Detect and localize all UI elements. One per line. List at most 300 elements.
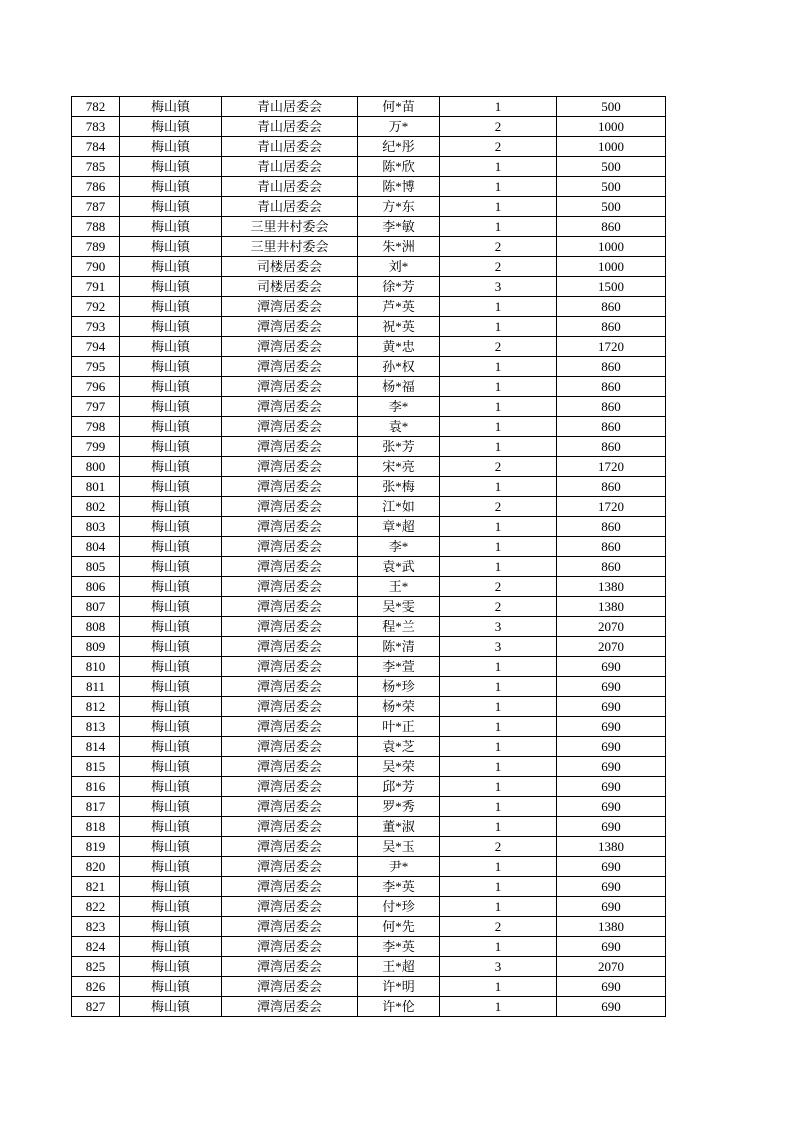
town-cell: 梅山镇 <box>120 737 222 757</box>
row-number-cell: 786 <box>72 177 120 197</box>
table-row <box>72 557 666 577</box>
row-number-cell: 814 <box>72 737 120 757</box>
amount-cell: 860 <box>557 517 666 537</box>
name-cell: 许*明 <box>358 977 440 997</box>
name-cell: 陈*清 <box>358 637 440 657</box>
table-row <box>72 117 666 137</box>
committee-cell: 潭湾居委会 <box>222 517 358 537</box>
name-cell: 尹* <box>358 857 440 877</box>
count-cell: 1 <box>440 397 557 417</box>
name-cell: 叶*正 <box>358 717 440 737</box>
data-table <box>71 96 666 1017</box>
count-cell: 2 <box>440 837 557 857</box>
name-cell: 陈*博 <box>358 177 440 197</box>
table-row <box>72 697 666 717</box>
committee-cell: 潭湾居委会 <box>222 657 358 677</box>
name-cell: 芦*英 <box>358 297 440 317</box>
committee-cell: 青山居委会 <box>222 157 358 177</box>
row-number-cell: 789 <box>72 237 120 257</box>
name-cell: 杨*福 <box>358 377 440 397</box>
table-row <box>72 297 666 317</box>
row-number-cell: 820 <box>72 857 120 877</box>
amount-cell: 860 <box>557 297 666 317</box>
town-cell: 梅山镇 <box>120 457 222 477</box>
table-row <box>72 317 666 337</box>
name-cell: 袁*武 <box>358 557 440 577</box>
table-row <box>72 277 666 297</box>
committee-cell: 潭湾居委会 <box>222 597 358 617</box>
row-number-cell: 801 <box>72 477 120 497</box>
town-cell: 梅山镇 <box>120 617 222 637</box>
row-number-cell: 811 <box>72 677 120 697</box>
count-cell: 3 <box>440 277 557 297</box>
name-cell: 王* <box>358 577 440 597</box>
committee-cell: 潭湾居委会 <box>222 377 358 397</box>
row-number-cell: 815 <box>72 757 120 777</box>
row-number-cell: 794 <box>72 337 120 357</box>
name-cell: 董*淑 <box>358 817 440 837</box>
amount-cell: 1380 <box>557 917 666 937</box>
committee-cell: 青山居委会 <box>222 137 358 157</box>
name-cell: 张*梅 <box>358 477 440 497</box>
amount-cell: 1000 <box>557 117 666 137</box>
amount-cell: 690 <box>557 997 666 1017</box>
town-cell: 梅山镇 <box>120 357 222 377</box>
amount-cell: 500 <box>557 197 666 217</box>
town-cell: 梅山镇 <box>120 117 222 137</box>
count-cell: 1 <box>440 777 557 797</box>
count-cell: 1 <box>440 417 557 437</box>
town-cell: 梅山镇 <box>120 217 222 237</box>
committee-cell: 潭湾居委会 <box>222 777 358 797</box>
committee-cell: 潭湾居委会 <box>222 537 358 557</box>
name-cell: 王*超 <box>358 957 440 977</box>
table-row <box>72 757 666 777</box>
count-cell: 2 <box>440 237 557 257</box>
town-cell: 梅山镇 <box>120 417 222 437</box>
name-cell: 杨*荣 <box>358 697 440 717</box>
count-cell: 1 <box>440 817 557 837</box>
table-row <box>72 637 666 657</box>
table-body <box>72 97 666 1017</box>
row-number-cell: 785 <box>72 157 120 177</box>
town-cell: 梅山镇 <box>120 997 222 1017</box>
committee-cell: 潭湾居委会 <box>222 717 358 737</box>
table-row <box>72 997 666 1017</box>
table-row <box>72 737 666 757</box>
table-row <box>72 777 666 797</box>
amount-cell: 690 <box>557 817 666 837</box>
town-cell: 梅山镇 <box>120 957 222 977</box>
row-number-cell: 819 <box>72 837 120 857</box>
name-cell: 万* <box>358 117 440 137</box>
table-row <box>72 237 666 257</box>
committee-cell: 青山居委会 <box>222 97 358 117</box>
amount-cell: 860 <box>557 377 666 397</box>
town-cell: 梅山镇 <box>120 757 222 777</box>
committee-cell: 潭湾居委会 <box>222 917 358 937</box>
committee-cell: 青山居委会 <box>222 177 358 197</box>
table-row <box>72 937 666 957</box>
town-cell: 梅山镇 <box>120 717 222 737</box>
name-cell: 宋*亮 <box>358 457 440 477</box>
committee-cell: 潭湾居委会 <box>222 477 358 497</box>
amount-cell: 690 <box>557 737 666 757</box>
row-number-cell: 783 <box>72 117 120 137</box>
town-cell: 梅山镇 <box>120 837 222 857</box>
committee-cell: 潭湾居委会 <box>222 897 358 917</box>
table-row <box>72 677 666 697</box>
row-number-cell: 812 <box>72 697 120 717</box>
row-number-cell: 802 <box>72 497 120 517</box>
town-cell: 梅山镇 <box>120 657 222 677</box>
town-cell: 梅山镇 <box>120 437 222 457</box>
name-cell: 朱*洲 <box>358 237 440 257</box>
table-row <box>72 797 666 817</box>
town-cell: 梅山镇 <box>120 97 222 117</box>
name-cell: 袁*芝 <box>358 737 440 757</box>
committee-cell: 潭湾居委会 <box>222 957 358 977</box>
town-cell: 梅山镇 <box>120 857 222 877</box>
count-cell: 1 <box>440 857 557 877</box>
town-cell: 梅山镇 <box>120 317 222 337</box>
committee-cell: 潭湾居委会 <box>222 297 358 317</box>
name-cell: 黄*忠 <box>358 337 440 357</box>
town-cell: 梅山镇 <box>120 937 222 957</box>
town-cell: 梅山镇 <box>120 517 222 537</box>
table-row <box>72 837 666 857</box>
committee-cell: 潭湾居委会 <box>222 837 358 857</box>
name-cell: 许*伦 <box>358 997 440 1017</box>
count-cell: 1 <box>440 437 557 457</box>
amount-cell: 860 <box>557 397 666 417</box>
committee-cell: 潭湾居委会 <box>222 737 358 757</box>
name-cell: 吴*荣 <box>358 757 440 777</box>
town-cell: 梅山镇 <box>120 237 222 257</box>
amount-cell: 860 <box>557 477 666 497</box>
count-cell: 1 <box>440 217 557 237</box>
row-number-cell: 804 <box>72 537 120 557</box>
row-number-cell: 796 <box>72 377 120 397</box>
amount-cell: 500 <box>557 157 666 177</box>
table-row <box>72 877 666 897</box>
amount-cell: 690 <box>557 937 666 957</box>
row-number-cell: 807 <box>72 597 120 617</box>
amount-cell: 2070 <box>557 637 666 657</box>
count-cell: 1 <box>440 537 557 557</box>
count-cell: 1 <box>440 997 557 1017</box>
committee-cell: 潭湾居委会 <box>222 617 358 637</box>
count-cell: 2 <box>440 577 557 597</box>
table-row <box>72 257 666 277</box>
amount-cell: 2070 <box>557 617 666 637</box>
row-number-cell: 787 <box>72 197 120 217</box>
committee-cell: 青山居委会 <box>222 197 358 217</box>
row-number-cell: 803 <box>72 517 120 537</box>
row-number-cell: 816 <box>72 777 120 797</box>
row-number-cell: 808 <box>72 617 120 637</box>
town-cell: 梅山镇 <box>120 817 222 837</box>
town-cell: 梅山镇 <box>120 497 222 517</box>
committee-cell: 潭湾居委会 <box>222 877 358 897</box>
row-number-cell: 806 <box>72 577 120 597</box>
table-row <box>72 977 666 997</box>
table-row <box>72 577 666 597</box>
amount-cell: 860 <box>557 437 666 457</box>
committee-cell: 潭湾居委会 <box>222 677 358 697</box>
count-cell: 1 <box>440 877 557 897</box>
table-row <box>72 917 666 937</box>
table-row <box>72 537 666 557</box>
committee-cell: 潭湾居委会 <box>222 937 358 957</box>
committee-cell: 潭湾居委会 <box>222 817 358 837</box>
committee-cell: 潭湾居委会 <box>222 977 358 997</box>
town-cell: 梅山镇 <box>120 877 222 897</box>
name-cell: 李*英 <box>358 937 440 957</box>
count-cell: 1 <box>440 317 557 337</box>
row-number-cell: 782 <box>72 97 120 117</box>
count-cell: 1 <box>440 697 557 717</box>
town-cell: 梅山镇 <box>120 337 222 357</box>
row-number-cell: 797 <box>72 397 120 417</box>
amount-cell: 1720 <box>557 457 666 477</box>
name-cell: 张*芳 <box>358 437 440 457</box>
name-cell: 徐*芳 <box>358 277 440 297</box>
table-row <box>72 597 666 617</box>
row-number-cell: 788 <box>72 217 120 237</box>
amount-cell: 690 <box>557 857 666 877</box>
town-cell: 梅山镇 <box>120 157 222 177</box>
town-cell: 梅山镇 <box>120 197 222 217</box>
name-cell: 李* <box>358 537 440 557</box>
town-cell: 梅山镇 <box>120 797 222 817</box>
row-number-cell: 823 <box>72 917 120 937</box>
amount-cell: 690 <box>557 797 666 817</box>
name-cell: 江*如 <box>358 497 440 517</box>
count-cell: 1 <box>440 897 557 917</box>
town-cell: 梅山镇 <box>120 597 222 617</box>
town-cell: 梅山镇 <box>120 397 222 417</box>
committee-cell: 三里井村委会 <box>222 217 358 237</box>
table-row <box>72 357 666 377</box>
row-number-cell: 799 <box>72 437 120 457</box>
count-cell: 2 <box>440 457 557 477</box>
table-row <box>72 97 666 117</box>
row-number-cell: 790 <box>72 257 120 277</box>
town-cell: 梅山镇 <box>120 537 222 557</box>
table-row <box>72 457 666 477</box>
count-cell: 1 <box>440 517 557 537</box>
table-row <box>72 957 666 977</box>
count-cell: 1 <box>440 377 557 397</box>
amount-cell: 1380 <box>557 837 666 857</box>
row-number-cell: 805 <box>72 557 120 577</box>
count-cell: 1 <box>440 297 557 317</box>
count-cell: 1 <box>440 97 557 117</box>
amount-cell: 690 <box>557 777 666 797</box>
count-cell: 1 <box>440 677 557 697</box>
table-row <box>72 857 666 877</box>
town-cell: 梅山镇 <box>120 177 222 197</box>
amount-cell: 690 <box>557 897 666 917</box>
count-cell: 1 <box>440 977 557 997</box>
amount-cell: 860 <box>557 317 666 337</box>
row-number-cell: 795 <box>72 357 120 377</box>
row-number-cell: 813 <box>72 717 120 737</box>
committee-cell: 潭湾居委会 <box>222 437 358 457</box>
town-cell: 梅山镇 <box>120 377 222 397</box>
amount-cell: 2070 <box>557 957 666 977</box>
town-cell: 梅山镇 <box>120 257 222 277</box>
committee-cell: 潭湾居委会 <box>222 637 358 657</box>
name-cell: 付*珍 <box>358 897 440 917</box>
count-cell: 1 <box>440 797 557 817</box>
count-cell: 3 <box>440 617 557 637</box>
amount-cell: 860 <box>557 217 666 237</box>
row-number-cell: 817 <box>72 797 120 817</box>
committee-cell: 潭湾居委会 <box>222 417 358 437</box>
committee-cell: 潭湾居委会 <box>222 457 358 477</box>
count-cell: 2 <box>440 497 557 517</box>
count-cell: 1 <box>440 197 557 217</box>
count-cell: 2 <box>440 257 557 277</box>
amount-cell: 1500 <box>557 277 666 297</box>
count-cell: 2 <box>440 917 557 937</box>
amount-cell: 860 <box>557 357 666 377</box>
name-cell: 罗*秀 <box>358 797 440 817</box>
table-row <box>72 817 666 837</box>
town-cell: 梅山镇 <box>120 897 222 917</box>
town-cell: 梅山镇 <box>120 557 222 577</box>
committee-cell: 司楼居委会 <box>222 277 358 297</box>
row-number-cell: 810 <box>72 657 120 677</box>
row-number-cell: 818 <box>72 817 120 837</box>
town-cell: 梅山镇 <box>120 137 222 157</box>
amount-cell: 690 <box>557 717 666 737</box>
table-row <box>72 477 666 497</box>
table-row <box>72 437 666 457</box>
count-cell: 1 <box>440 717 557 737</box>
name-cell: 李*英 <box>358 877 440 897</box>
count-cell: 1 <box>440 757 557 777</box>
row-number-cell: 792 <box>72 297 120 317</box>
count-cell: 3 <box>440 957 557 977</box>
table-row <box>72 377 666 397</box>
amount-cell: 1000 <box>557 137 666 157</box>
town-cell: 梅山镇 <box>120 637 222 657</box>
amount-cell: 860 <box>557 417 666 437</box>
name-cell: 杨*珍 <box>358 677 440 697</box>
name-cell: 李* <box>358 397 440 417</box>
town-cell: 梅山镇 <box>120 777 222 797</box>
count-cell: 1 <box>440 657 557 677</box>
amount-cell: 500 <box>557 97 666 117</box>
row-number-cell: 821 <box>72 877 120 897</box>
amount-cell: 1720 <box>557 337 666 357</box>
count-cell: 1 <box>440 157 557 177</box>
table-row <box>72 417 666 437</box>
name-cell: 李*萱 <box>358 657 440 677</box>
table-row <box>72 657 666 677</box>
committee-cell: 潭湾居委会 <box>222 337 358 357</box>
committee-cell: 潭湾居委会 <box>222 997 358 1017</box>
row-number-cell: 827 <box>72 997 120 1017</box>
row-number-cell: 791 <box>72 277 120 297</box>
count-cell: 1 <box>440 477 557 497</box>
name-cell: 祝*英 <box>358 317 440 337</box>
amount-cell: 1000 <box>557 237 666 257</box>
amount-cell: 690 <box>557 977 666 997</box>
committee-cell: 潭湾居委会 <box>222 757 358 777</box>
name-cell: 吴*玉 <box>358 837 440 857</box>
amount-cell: 690 <box>557 677 666 697</box>
table-row <box>72 177 666 197</box>
name-cell: 孙*权 <box>358 357 440 377</box>
town-cell: 梅山镇 <box>120 477 222 497</box>
table-row <box>72 617 666 637</box>
count-cell: 2 <box>440 337 557 357</box>
amount-cell: 690 <box>557 697 666 717</box>
count-cell: 1 <box>440 557 557 577</box>
name-cell: 程*兰 <box>358 617 440 637</box>
table-row <box>72 897 666 917</box>
name-cell: 袁* <box>358 417 440 437</box>
table-row <box>72 497 666 517</box>
name-cell: 刘* <box>358 257 440 277</box>
row-number-cell: 809 <box>72 637 120 657</box>
amount-cell: 500 <box>557 177 666 197</box>
amount-cell: 860 <box>557 557 666 577</box>
committee-cell: 潭湾居委会 <box>222 317 358 337</box>
town-cell: 梅山镇 <box>120 977 222 997</box>
town-cell: 梅山镇 <box>120 677 222 697</box>
count-cell: 1 <box>440 357 557 377</box>
table-row <box>72 217 666 237</box>
committee-cell: 潭湾居委会 <box>222 357 358 377</box>
committee-cell: 潭湾居委会 <box>222 857 358 877</box>
row-number-cell: 800 <box>72 457 120 477</box>
row-number-cell: 822 <box>72 897 120 917</box>
committee-cell: 潭湾居委会 <box>222 557 358 577</box>
committee-cell: 潭湾居委会 <box>222 397 358 417</box>
amount-cell: 1000 <box>557 257 666 277</box>
row-number-cell: 793 <box>72 317 120 337</box>
town-cell: 梅山镇 <box>120 697 222 717</box>
committee-cell: 潭湾居委会 <box>222 797 358 817</box>
row-number-cell: 825 <box>72 957 120 977</box>
committee-cell: 潭湾居委会 <box>222 697 358 717</box>
row-number-cell: 826 <box>72 977 120 997</box>
row-number-cell: 824 <box>72 937 120 957</box>
amount-cell: 1380 <box>557 597 666 617</box>
committee-cell: 潭湾居委会 <box>222 497 358 517</box>
count-cell: 2 <box>440 137 557 157</box>
table-row <box>72 137 666 157</box>
count-cell: 1 <box>440 737 557 757</box>
row-number-cell: 798 <box>72 417 120 437</box>
amount-cell: 1380 <box>557 577 666 597</box>
name-cell: 李*敏 <box>358 217 440 237</box>
amount-cell: 690 <box>557 757 666 777</box>
committee-cell: 司楼居委会 <box>222 257 358 277</box>
town-cell: 梅山镇 <box>120 277 222 297</box>
amount-cell: 690 <box>557 657 666 677</box>
town-cell: 梅山镇 <box>120 577 222 597</box>
committee-cell: 青山居委会 <box>222 117 358 137</box>
count-cell: 1 <box>440 937 557 957</box>
count-cell: 3 <box>440 637 557 657</box>
amount-cell: 860 <box>557 537 666 557</box>
